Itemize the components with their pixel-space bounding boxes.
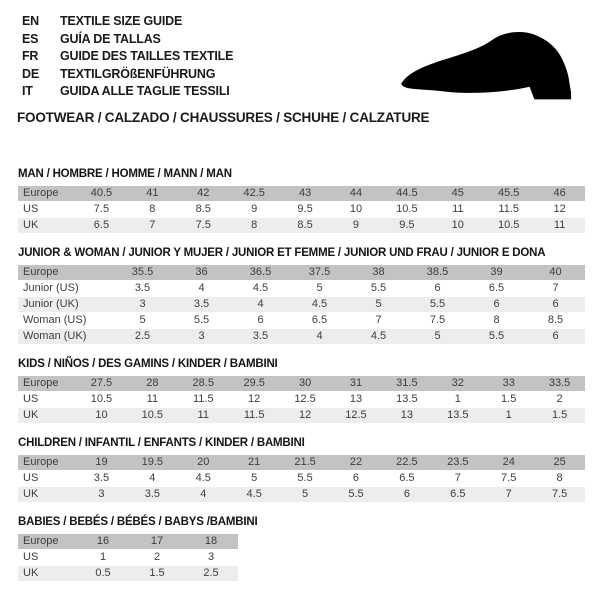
language-row-de xyxy=(22,66,233,84)
row-label: US xyxy=(23,472,39,484)
size-cell: 10 xyxy=(451,219,464,231)
size-cell: 11.5 xyxy=(498,203,519,215)
language-code: ES xyxy=(22,31,39,46)
size-cell: 6 xyxy=(552,298,559,310)
section-title: KIDS / NIÑOS / DES GAMINS / KINDER / BAMBINI xyxy=(18,358,278,370)
row-label: US xyxy=(23,393,39,405)
size-cell: 13 xyxy=(349,393,363,405)
size-cell: 41 xyxy=(146,187,159,199)
size-cell: 5.5 xyxy=(370,282,387,294)
language-code: IT xyxy=(22,84,33,98)
size-cell: 3 xyxy=(207,551,215,563)
size-cell: 30 xyxy=(298,377,312,389)
size-cell: 10.5 xyxy=(90,393,113,405)
size-cell: 16 xyxy=(96,535,110,547)
size-cell: 3.5 xyxy=(93,472,110,484)
size-cell: 5 xyxy=(251,472,258,484)
guide-title-en: TEXTILE SIZE GUIDE xyxy=(60,14,183,28)
size-cell: 45.5 xyxy=(497,187,520,199)
size-cell: 46 xyxy=(553,187,566,199)
size-cell: 6 xyxy=(403,488,410,500)
size-cell: 19.5 xyxy=(141,456,164,468)
size-cell: 11 xyxy=(452,203,464,215)
row-label: Junior (US) xyxy=(23,282,79,294)
size-cell: 5 xyxy=(375,298,382,310)
table-row xyxy=(18,329,585,344)
size-cell: 5 xyxy=(316,282,323,294)
row-label: Europe xyxy=(23,535,59,547)
size-cell: 7 xyxy=(552,282,559,294)
size-cell: 2 xyxy=(153,551,161,563)
size-cell: 3.5 xyxy=(134,282,151,294)
size-cell: 9 xyxy=(352,219,360,231)
size-cell: 36 xyxy=(195,266,208,278)
size-cell: 4 xyxy=(257,298,264,310)
language-row-en xyxy=(22,13,233,31)
size-cell: 19 xyxy=(95,456,108,468)
size-cell: 3 xyxy=(198,330,205,342)
size-cell: 6 xyxy=(257,314,264,326)
size-cell: 10 xyxy=(95,409,108,421)
section-title: MAN / HOMBRE / HOMME / MANN / MAN xyxy=(18,168,232,180)
size-cell: 4.5 xyxy=(252,282,269,294)
row-label: US xyxy=(23,203,39,215)
table-row xyxy=(18,186,585,201)
size-cell: 24 xyxy=(502,456,515,468)
size-cell: 40 xyxy=(549,266,562,278)
guide-title-de: TEXTILGRÖßENFÜHRUNG xyxy=(60,66,216,81)
size-cell: 1.5 xyxy=(501,393,517,405)
size-cell: 6.5 xyxy=(311,314,328,326)
section-children xyxy=(18,437,585,502)
size-cell: 2 xyxy=(556,393,563,405)
row-label: UK xyxy=(23,409,39,421)
size-cell: 17 xyxy=(150,535,164,547)
table-row xyxy=(18,281,585,296)
size-cell: 13.5 xyxy=(396,393,418,405)
size-cell: 8 xyxy=(556,472,563,484)
size-cell: 12 xyxy=(298,409,312,421)
size-cell: 11.5 xyxy=(192,393,214,405)
size-cell: 1 xyxy=(99,551,107,563)
size-cell: 4.5 xyxy=(311,298,328,310)
size-cell: 8 xyxy=(251,219,258,231)
size-cell: 23.5 xyxy=(447,456,469,468)
size-cell: 0.5 xyxy=(95,567,111,579)
size-cell: 7 xyxy=(454,472,461,484)
size-cell: 29.5 xyxy=(243,377,265,389)
size-cell: 13 xyxy=(400,409,414,421)
table-row xyxy=(18,376,585,391)
size-cell: 7.5 xyxy=(551,488,568,500)
size-cell: 4.5 xyxy=(370,330,387,342)
size-cell: 33.5 xyxy=(548,377,571,389)
size-cell: 6 xyxy=(352,472,360,484)
size-cell: 5 xyxy=(302,488,309,500)
size-cell: 7 xyxy=(375,314,382,326)
size-cell: 3 xyxy=(139,298,146,310)
size-cell: 1 xyxy=(505,409,512,421)
row-label: Europe xyxy=(23,266,59,278)
size-cell: 25 xyxy=(553,456,566,468)
size-cell: 6 xyxy=(434,282,441,294)
row-label: Junior (UK) xyxy=(23,298,79,310)
table-row xyxy=(18,455,585,470)
size-cell: 4 xyxy=(316,330,323,342)
size-cell: 43 xyxy=(298,187,312,199)
size-table-kids xyxy=(18,376,585,423)
table-row xyxy=(18,202,585,217)
size-cell: 7.5 xyxy=(195,219,211,231)
size-cell: 3.5 xyxy=(252,330,269,342)
size-cell: 10.5 xyxy=(141,409,164,421)
size-table-man xyxy=(18,186,585,233)
size-cell: 39 xyxy=(490,266,503,278)
size-cell: 12 xyxy=(248,393,261,405)
size-cell: 18 xyxy=(204,535,218,547)
row-label: Woman (US) xyxy=(23,314,87,326)
size-cell: 5.5 xyxy=(348,488,364,500)
size-cell: 8 xyxy=(493,314,500,326)
size-cell: 11.5 xyxy=(243,409,265,421)
size-cell: 33 xyxy=(502,377,515,389)
size-cell: 6 xyxy=(493,298,500,310)
guide-title-fr: GUIDE DES TAILLES TEXTILE xyxy=(60,49,234,63)
size-cell: 6.5 xyxy=(399,472,415,484)
table-row xyxy=(18,218,585,233)
row-label: UK xyxy=(23,567,39,579)
guide-title-it: GUIDA ALLE TAGLIE TESSILI xyxy=(60,84,230,98)
size-cell: 28 xyxy=(146,377,159,389)
size-cell: 5 xyxy=(139,314,146,326)
size-cell: 3 xyxy=(98,488,105,500)
language-title-list xyxy=(22,13,233,101)
size-sections xyxy=(18,168,585,595)
language-row-es xyxy=(22,31,233,49)
size-cell: 6.5 xyxy=(93,219,110,231)
size-table-babies xyxy=(18,534,238,581)
size-cell: 13.5 xyxy=(447,409,469,421)
row-label: UK xyxy=(23,219,39,231)
size-cell: 22.5 xyxy=(396,456,418,468)
table-row xyxy=(18,408,585,423)
size-cell: 7 xyxy=(505,488,512,500)
size-cell: 38.5 xyxy=(426,266,449,278)
size-cell: 8.5 xyxy=(195,203,211,215)
size-cell: 31 xyxy=(349,377,363,389)
size-cell: 8 xyxy=(149,203,156,215)
table-row xyxy=(18,265,585,280)
guide-title-es: GUÍA DE TALLAS xyxy=(60,31,161,46)
section-kids xyxy=(18,358,585,423)
row-label: Europe xyxy=(23,377,59,389)
size-cell: 4.5 xyxy=(246,488,262,500)
size-cell: 3.5 xyxy=(144,488,160,500)
dress-shoe-icon xyxy=(393,25,587,108)
size-cell: 12 xyxy=(553,203,566,215)
size-cell: 4.5 xyxy=(195,472,211,484)
language-code: DE xyxy=(22,66,39,81)
section-babies xyxy=(18,516,585,581)
table-row xyxy=(18,471,585,486)
size-cell: 6 xyxy=(552,330,559,342)
size-cell: 9.5 xyxy=(297,203,313,215)
size-cell: 10.5 xyxy=(396,203,418,215)
row-label: UK xyxy=(23,488,39,500)
size-cell: 12.5 xyxy=(294,393,316,405)
size-cell: 10.5 xyxy=(497,219,520,231)
language-code: FR xyxy=(22,49,39,63)
row-label: Woman (UK) xyxy=(23,330,87,342)
size-cell: 11 xyxy=(553,219,566,231)
size-cell: 32 xyxy=(451,377,464,389)
size-cell: 31.5 xyxy=(396,377,418,389)
size-cell: 6.5 xyxy=(450,488,466,500)
size-cell: 22 xyxy=(349,456,363,468)
row-label: Europe xyxy=(23,456,59,468)
category-title: FOOTWEAR / CALZADO / CHAUSSURES / SCHUHE / CALZATURE xyxy=(17,110,430,125)
size-cell: 44 xyxy=(349,187,363,199)
table-row xyxy=(18,313,585,328)
size-cell: 5 xyxy=(434,330,441,342)
size-cell: 44.5 xyxy=(396,187,418,199)
size-cell: 6.5 xyxy=(488,282,505,294)
size-cell: 5.5 xyxy=(193,314,210,326)
size-cell: 1.5 xyxy=(149,567,165,579)
row-label: US xyxy=(23,551,39,563)
size-cell: 1 xyxy=(454,393,461,405)
size-cell: 42 xyxy=(197,187,210,199)
size-cell: 9.5 xyxy=(399,219,415,231)
size-cell: 35.5 xyxy=(131,266,154,278)
language-row-it xyxy=(22,83,233,101)
language-code: EN xyxy=(22,14,39,28)
size-cell: 7.5 xyxy=(93,203,110,215)
size-cell: 36.5 xyxy=(249,266,272,278)
size-cell: 1.5 xyxy=(551,409,568,421)
size-cell: 4 xyxy=(149,472,156,484)
size-cell: 9 xyxy=(251,203,258,215)
size-cell: 7.5 xyxy=(501,472,517,484)
size-cell: 12.5 xyxy=(345,409,367,421)
size-cell: 21 xyxy=(248,456,261,468)
size-cell: 3.5 xyxy=(193,298,210,310)
size-cell: 37.5 xyxy=(308,266,331,278)
table-row xyxy=(18,487,585,502)
size-cell: 21.5 xyxy=(294,456,316,468)
size-cell: 11 xyxy=(197,409,209,421)
size-cell: 2.5 xyxy=(134,330,151,342)
size-cell: 45 xyxy=(451,187,464,199)
table-row xyxy=(18,566,238,581)
section-title: CHILDREN / INFANTIL / ENFANTS / KINDER / BAMBINI xyxy=(18,437,305,449)
size-cell: 5.5 xyxy=(488,330,505,342)
section-junior-woman xyxy=(18,247,585,344)
size-table-junior-woman xyxy=(18,265,585,344)
table-row xyxy=(18,534,238,549)
table-row xyxy=(18,392,585,407)
size-cell: 11 xyxy=(146,393,159,405)
size-cell: 7 xyxy=(149,219,156,231)
size-cell: 42.5 xyxy=(243,187,265,199)
size-cell: 2.5 xyxy=(203,567,219,579)
language-row-fr xyxy=(22,48,233,66)
section-title: BABIES / BEBÉS / BÉBÉS / BABYS /BAMBINI xyxy=(18,516,258,528)
size-table-children xyxy=(18,455,585,502)
size-cell: 5.5 xyxy=(297,472,313,484)
size-cell: 10 xyxy=(349,203,363,215)
size-cell: 38 xyxy=(372,266,385,278)
row-label: Europe xyxy=(23,187,59,199)
section-title: JUNIOR & WOMAN / JUNIOR Y MUJER / JUNIOR ET FEMME / JUNIOR UND FRAU / JUNIOR E DONA xyxy=(18,247,546,259)
size-cell: 8.5 xyxy=(297,219,313,231)
size-cell: 8.5 xyxy=(547,314,564,326)
size-cell: 5.5 xyxy=(429,298,446,310)
size-cell: 4 xyxy=(200,488,207,500)
table-row xyxy=(18,297,585,312)
size-cell: 7.5 xyxy=(429,314,446,326)
size-cell: 4 xyxy=(198,282,205,294)
size-cell: 28.5 xyxy=(192,377,214,389)
size-cell: 20 xyxy=(197,456,210,468)
table-row xyxy=(18,550,238,565)
size-cell: 27.5 xyxy=(90,377,113,389)
size-cell: 40.5 xyxy=(90,187,113,199)
section-man xyxy=(18,168,585,233)
